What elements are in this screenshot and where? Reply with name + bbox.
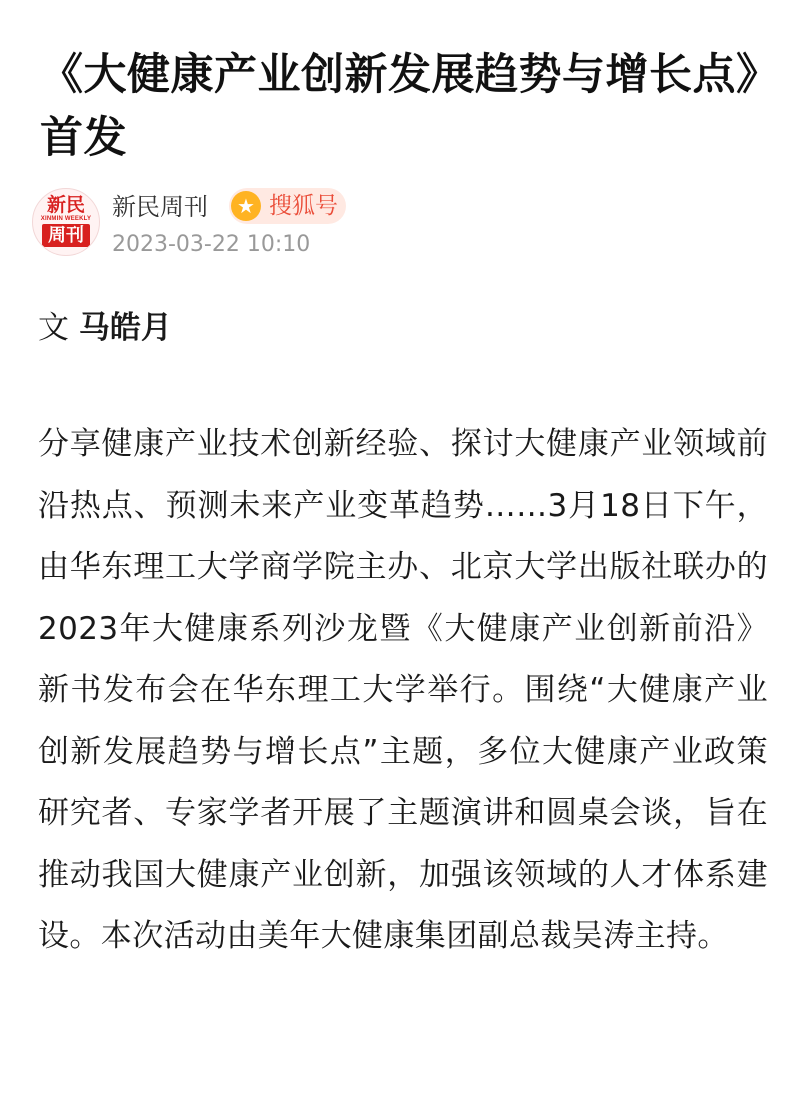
byline bbox=[38, 304, 172, 352]
article-title: 《大健康产业创新发展趋势与增长点》首发 bbox=[40, 50, 758, 163]
star-icon-wrapper bbox=[231, 191, 261, 221]
logo-middle-text: XINMIN WEEKLY bbox=[40, 216, 92, 222]
logo-bottom-text: 周刊 bbox=[42, 224, 90, 247]
sohu-badge[interactable] bbox=[229, 188, 346, 224]
publish-timestamp: 2023-03-22 10:10 bbox=[112, 232, 311, 257]
source-name[interactable]: 新民周刊 bbox=[112, 193, 208, 221]
byline-label: 文 bbox=[38, 310, 69, 346]
star-icon: ★ bbox=[237, 194, 255, 218]
logo-top-text: 新民 bbox=[46, 194, 85, 216]
xinmin-weekly-logo-icon[interactable] bbox=[32, 188, 100, 256]
article-paragraph: 分享健康产业技术创新经验、探讨大健康产业领域前沿热点、预测未来产业变革趋势……3月18日下午，由华东理工大学商学院主办、北京大学出版社联办的2023年大健康系列沙龙暨《大健康产业创新前沿》新书发布会在华东理工大学举行。围绕“大健康产业创新发展趋势与增长点”主题，多位大健康产业政策研究者、专家学者开展了主题演讲和圆桌会谈，旨在推动我国大健康产业创新，加强该领域的人才体系建设。本次活动由美年大健康集团副总裁吴涛主持。 bbox=[38, 426, 768, 954]
author-info bbox=[32, 188, 772, 260]
badge-label: 搜狐号 bbox=[269, 193, 338, 219]
author-name: 马皓月 bbox=[78, 310, 172, 346]
